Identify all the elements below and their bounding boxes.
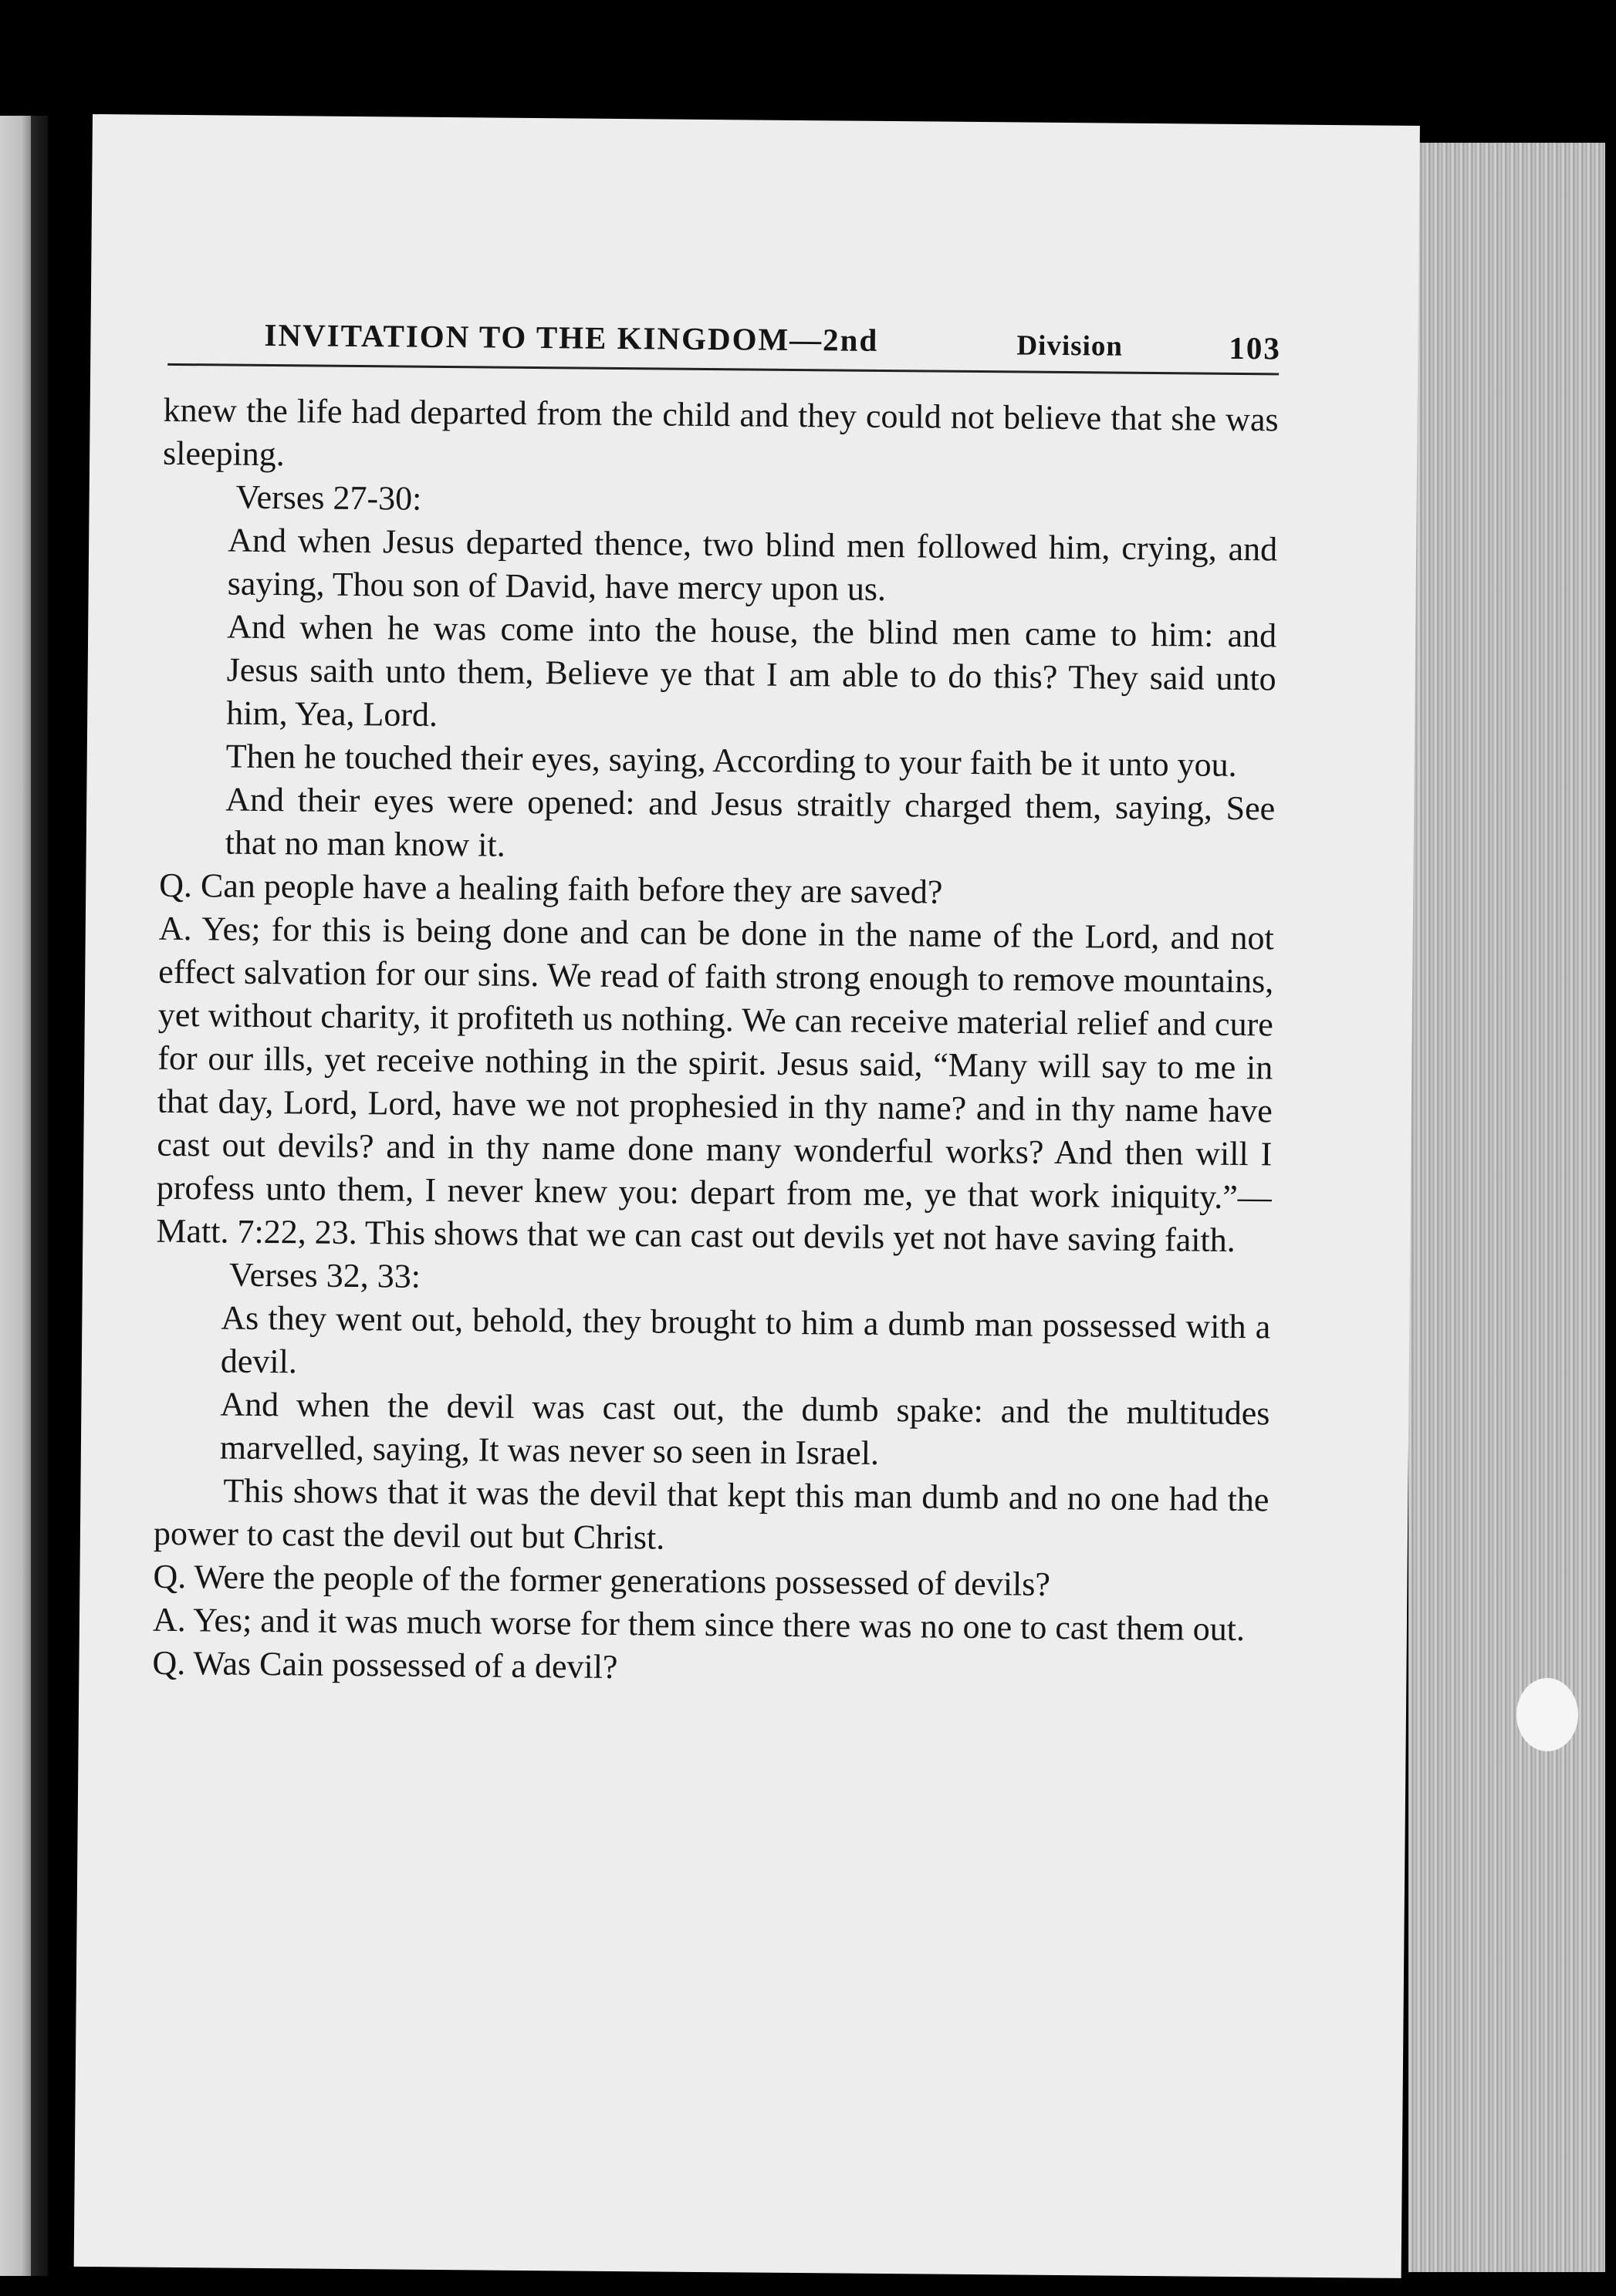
header-rule [167,363,1279,376]
question-paragraph: Q. Was Cain possessed of a devil? [152,1643,618,1687]
page-stack-edge [1408,143,1605,2272]
verse-paragraph: And when the devil was cast out, the dumb spake: and the multitudes marvelled, saying, It was never so seen in Israel. [219,1385,1270,1472]
running-header [167,308,1280,372]
facing-page-edge [0,116,31,2276]
question-paragraph: Q. Were the people of the former generations possessed of devils? [153,1557,1051,1603]
book-page [74,114,1420,2278]
question-paragraph: Q. Can people have a healing faith before they are saved? [159,866,943,911]
verses-heading: Verses 32, 33: [228,1255,421,1295]
answer-paragraph: A. Yes; for this is being done and can be done in the name of the Lord, and not effect salvation for our sins. We read of faith strong enough to remove mountains, yet without charity, it profiteth us nothing. We can receive material relief and cure for our ills, yet receive nothing in the spirit. Jesus said, “Many will say to me in that day, Lord, Lord, have we not prophesied in thy name? and in thy name have cast out devils? and in thy name done many wonderful works? And then will I profess unto them, I never knew you: depart from me, ye that work iniquity.”—Matt. 7:22, 23. This shows that we can cast out devils yet not have saving faith. [156,909,1274,1259]
opening-paragraph: knew the life had departed from the child and they could not believe that she was sleeping. [162,390,1279,474]
verses-heading: Verses 27-30: [235,478,422,518]
running-division: Division [1016,329,1124,363]
page-body [152,389,1279,1695]
page-number: 103 [1229,329,1282,366]
verse-paragraph: And their eyes were opened: and Jesus straitly charged them, saying, See that no man know it. [225,780,1276,864]
verse-paragraph: As they went out, behold, they brought to him a dumb man possessed with a devil. [220,1298,1271,1381]
paper-blemish [1516,1678,1578,1751]
verse-paragraph: And when Jesus departed thence, two blind men followed him, crying, and saying, Thou son of David, have mercy upon us. [227,521,1278,608]
verse-paragraph: Then he touched their eyes, saying, According to your faith be it unto you. [225,737,1237,784]
running-title: INVITATION TO THE KINGDOM—2nd [264,316,879,358]
comment-paragraph: This shows that it was the devil that kept this man dumb and no one had the power to cast the devil out but Christ. [153,1471,1269,1557]
answer-paragraph: A. Yes; and it was much worse for them since there was no one to cast them out. [152,1600,1246,1649]
verse-paragraph: And when he was come into the house, the blind men came to him: and Jesus saith unto them, Believe ye that I am able to do this? They said unto him, Yea, Lord. [226,607,1277,734]
